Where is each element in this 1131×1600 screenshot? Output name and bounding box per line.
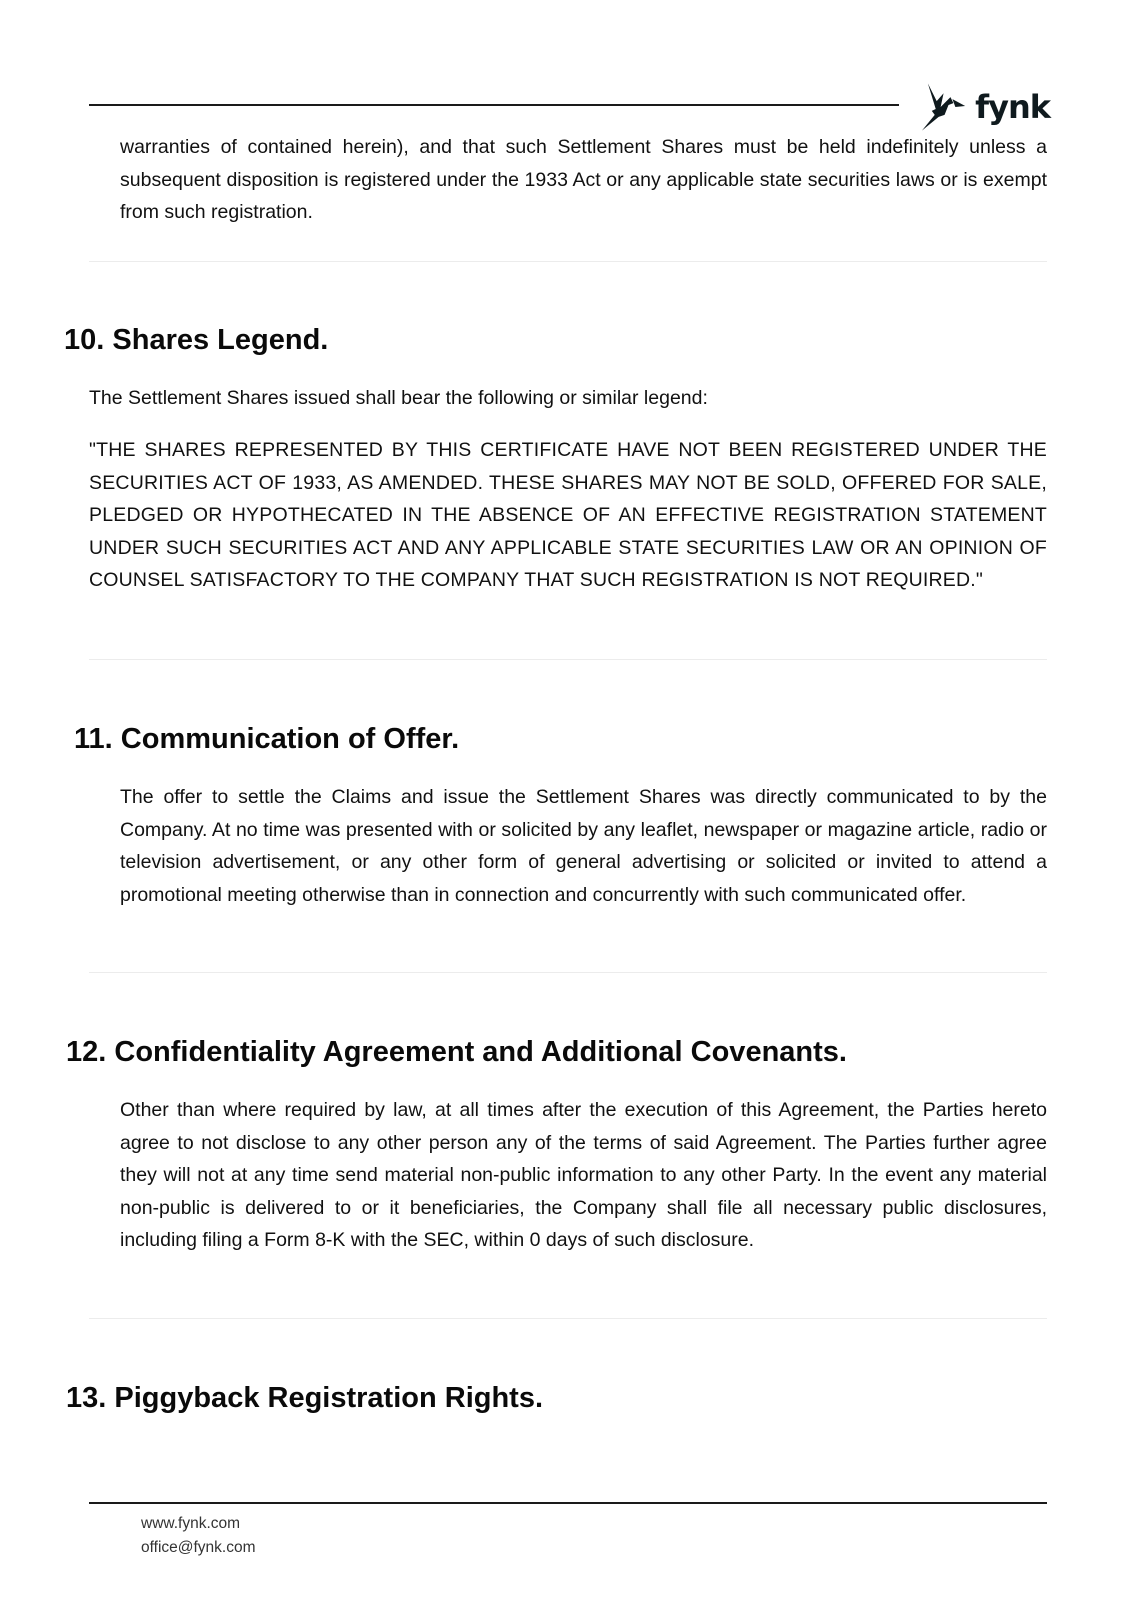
logo-text: fynk <box>975 88 1050 126</box>
section-11-heading <box>74 721 459 757</box>
footer-website-link[interactable]: www.fynk.com <box>141 1515 241 1532</box>
section-11-paragraph: The offer to settle the Claims and issue the Settlement Shares was directly communicated to by the Company. At no time was presented with or solicited by any leaflet, newspaper or magazine article, radio or television advertisement, or any other form of general advertising or solicited or invited to attend a promotional meeting otherwise than in connection and concurrently with such communicated offer. <box>120 786 1047 906</box>
section-12-paragraph: Other than where required by law, at all times after the execution of this Agreement, the Parties hereto agree to not disclose to any other person any of the terms of said Agreement. The Parties further agree they will not at any time send material non-public information to any other Party. In the event any material non-public is delivered to or it beneficiaries, the Company shall file all necessary public disclosures, including filing a Form 8-K with the SEC, within 0 days of such disclosure. <box>120 1099 1047 1251</box>
footer-email-link[interactable]: office@fynk.com <box>141 1539 256 1556</box>
section-title: Confidentiality Agreement and Additional Covenants. <box>114 1036 847 1068</box>
section-divider <box>89 1318 1047 1319</box>
section-12-heading <box>66 1034 847 1070</box>
section-10-legend: "THE SHARES REPRESENTED BY THIS CERTIFICATE HAVE NOT BEEN REGISTERED UNDER THE SECURITIES ACT OF 1933, AS AMENDED. THESE SHARES MAY NOT BE SOLD, OFFERED FOR SALE, PLEDGED OR HYPOTHECATED IN THE ABSENCE OF AN EFFECTIVE REGISTRATION STATEMENT UNDER SUCH SECURITIES ACT AND ANY APPLICABLE STATE SECURITIES LAW OR AN OPINION OF COUNSEL SATISFACTORY TO THE COMPANY THAT SUCH REGISTRATION IS NOT REQUIRED." <box>89 439 1047 591</box>
section-number: 13. <box>66 1382 107 1414</box>
intro-paragraph: warranties of contained herein), and that such Settlement Shares must be held indefinitely unless a subsequent disposition is registered under the 1933 Act or any applicable state securities laws or is exempt from such registration. <box>120 136 1047 223</box>
section-divider <box>89 261 1047 262</box>
section-number: 11. <box>74 723 113 755</box>
fynk-logo <box>920 80 1050 134</box>
section-10-heading <box>64 322 328 358</box>
header-rule <box>89 104 899 106</box>
section-title: Piggyback Registration Rights. <box>114 1382 544 1414</box>
section-number: 10. <box>64 324 105 356</box>
section-10-paragraph: The Settlement Shares issued shall bear the following or similar legend: <box>89 387 708 409</box>
bird-icon <box>920 81 967 133</box>
section-title: Communication of Offer. <box>120 723 460 755</box>
section-divider <box>89 659 1047 660</box>
section-title: Shares Legend. <box>112 324 329 356</box>
footer-rule <box>89 1502 1047 1504</box>
section-divider <box>89 972 1047 973</box>
section-number: 12. <box>66 1036 107 1068</box>
section-13-heading <box>66 1380 543 1416</box>
